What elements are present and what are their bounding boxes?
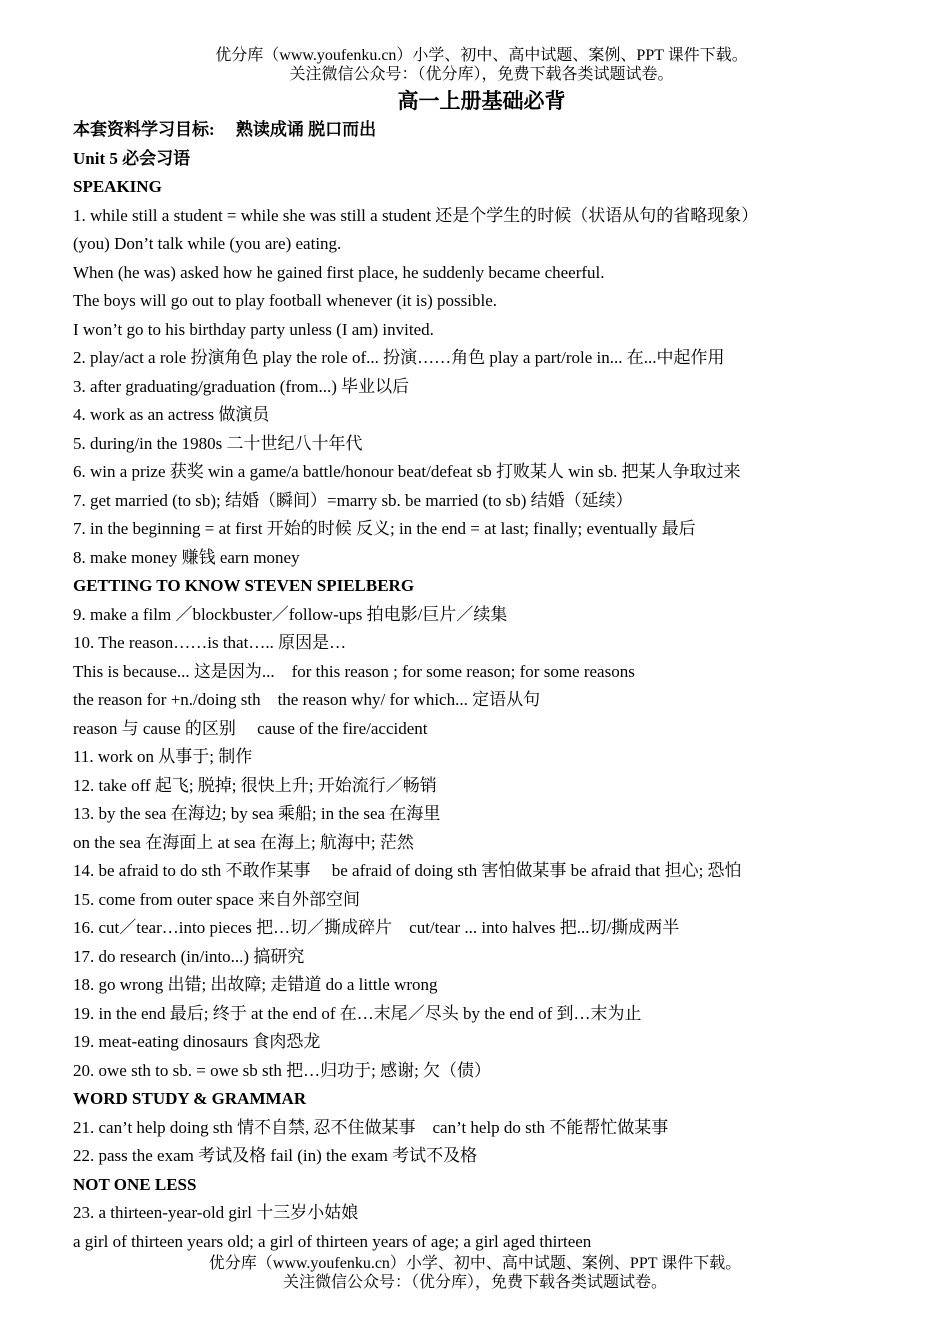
text-line: on the sea 在海面上 at sea 在海上; 航海中; 茫然 <box>73 832 414 852</box>
text-line: 3. after graduating/graduation (from...) 毕业以后 <box>73 376 410 396</box>
text-line: 22. pass the exam 考试及格 fail (in) the exam 考试不及格 <box>73 1146 478 1165</box>
page-footer <box>0 1254 950 1292</box>
text-line: This is because... 这是因为... for this reason ; for some reason; for some reasons <box>73 661 635 681</box>
footer-line-1: 优分库（www.youfenku.cn）小学、初中、高中试题、案例、PPT 课件下载。 <box>208 1255 742 1272</box>
section-heading: NOT ONE LESS <box>73 1174 197 1194</box>
text-line: 19. in the end 最后; 终于 at the end of 在…末尾／尽头 by the end of 到…末为止 <box>73 1003 642 1023</box>
text-line: reason 与 cause 的区别 cause of the fire/accident <box>73 718 428 738</box>
section-heading: GETTING TO KNOW STEVEN SPIELBERG <box>73 576 415 595</box>
text-line: When (he was) asked how he gained first place, he suddenly became cheerful. <box>73 262 605 282</box>
text-line: 14. be afraid to do sth 不敢作某事 be afraid of doing sth 害怕做某事 be afraid that 担心; 恐怕 <box>73 861 742 880</box>
text-line: 11. work on 从事于; 制作 <box>73 747 253 766</box>
header-line-1: 优分库（www.youfenku.cn）小学、初中、高中试题、案例、PPT 课件下载。 <box>215 47 748 64</box>
text-line: 6. win a prize 获奖 win a game/a battle/honour beat/defeat sb 打败某人 win sb. 把某人争取过来 <box>73 462 741 481</box>
text-line: 7. get married (to sb); 结婚（瞬间）=marry sb. be married (to sb) 结婚（延续） <box>73 490 633 510</box>
text-line: 5. during/in the 1980s 二十世纪八十年代 <box>73 433 363 453</box>
section-heading: SPEAKING <box>73 177 162 196</box>
text-line: (you) Don’t talk while (you are) eating. <box>73 234 342 253</box>
text-line: 15. come from outer space 来自外部空间 <box>73 889 361 909</box>
text-line: 20. owe sth to sb. = owe sb sth 把…归功于; 感谢; 欠（债） <box>73 1060 492 1080</box>
text-line: 12. take off 起飞; 脱掉; 很快上升; 开始流行／畅销 <box>73 775 437 795</box>
text-line: a girl of thirteen years old; a girl of thirteen years of age; a girl aged thirteen <box>73 1231 592 1251</box>
text-line: 19. meat-eating dinosaurs 食肉恐龙 <box>73 1032 321 1051</box>
text-line: 7. in the beginning = at first 开始的时候 反义; in the end = at last; finally; eventually 最后 <box>73 519 696 538</box>
text-line: 10. The reason……is that….. 原因是… <box>73 633 347 652</box>
text-line: 8. make money 赚钱 earn money <box>73 547 300 567</box>
text-line: 9. make a film ／blockbuster／follow-ups 拍电影/巨片／续集 <box>73 604 508 624</box>
footer-line-2: 关注微信公众号：（优分库），免费下载各类试题试卷。 <box>282 1274 667 1291</box>
section-heading: WORD STUDY & GRAMMAR <box>73 1089 307 1108</box>
text-line: 16. cut／tear…into pieces 把…切／撕成碎片 cut/tear ... into halves 把...切/撕成两半 <box>73 918 680 937</box>
header-line-2: 关注微信公众号：（优分库），免费下载各类试题试卷。 <box>289 66 674 83</box>
section-heading: Unit 5 必会习语 <box>73 148 191 168</box>
text-line: 4. work as an actress 做演员 <box>73 405 270 424</box>
text-line: 1. while still a student = while she was still a student 还是个学生的时候（状语从句的省略现象） <box>73 205 759 225</box>
page-header <box>73 0 890 84</box>
document-body <box>73 116 890 1256</box>
text-line: 17. do research (in/into...) 搞研究 <box>73 946 305 966</box>
text-line: The boys will go out to play football whenever (it is) possible. <box>73 291 497 310</box>
text-line: 21. can’t help doing sth 情不自禁, 忍不住做某事 can’t help do sth 不能帮忙做某事 <box>73 1117 669 1137</box>
text-line: 18. go wrong 出错; 出故障; 走错道 do a little wrong <box>73 975 438 994</box>
document-title: 高一上册基础必背 <box>397 89 566 113</box>
text-line: 2. play/act a role 扮演角色 play the role of... 扮演……角色 play a part/role in... 在...中起作用 <box>73 348 725 367</box>
text-line: the reason for +n./doing sth the reason why/ for which... 定语从句 <box>73 690 541 709</box>
text-line: I won’t go to his birthday party unless (I am) invited. <box>73 319 434 339</box>
text-line: 13. by the sea 在海边; by sea 乘船; in the sea 在海里 <box>73 804 441 823</box>
text-line: 23. a thirteen-year-old girl 十三岁小姑娘 <box>73 1203 359 1222</box>
section-heading: 本套资料学习目标: 熟读成诵 脱口而出 <box>73 120 377 139</box>
